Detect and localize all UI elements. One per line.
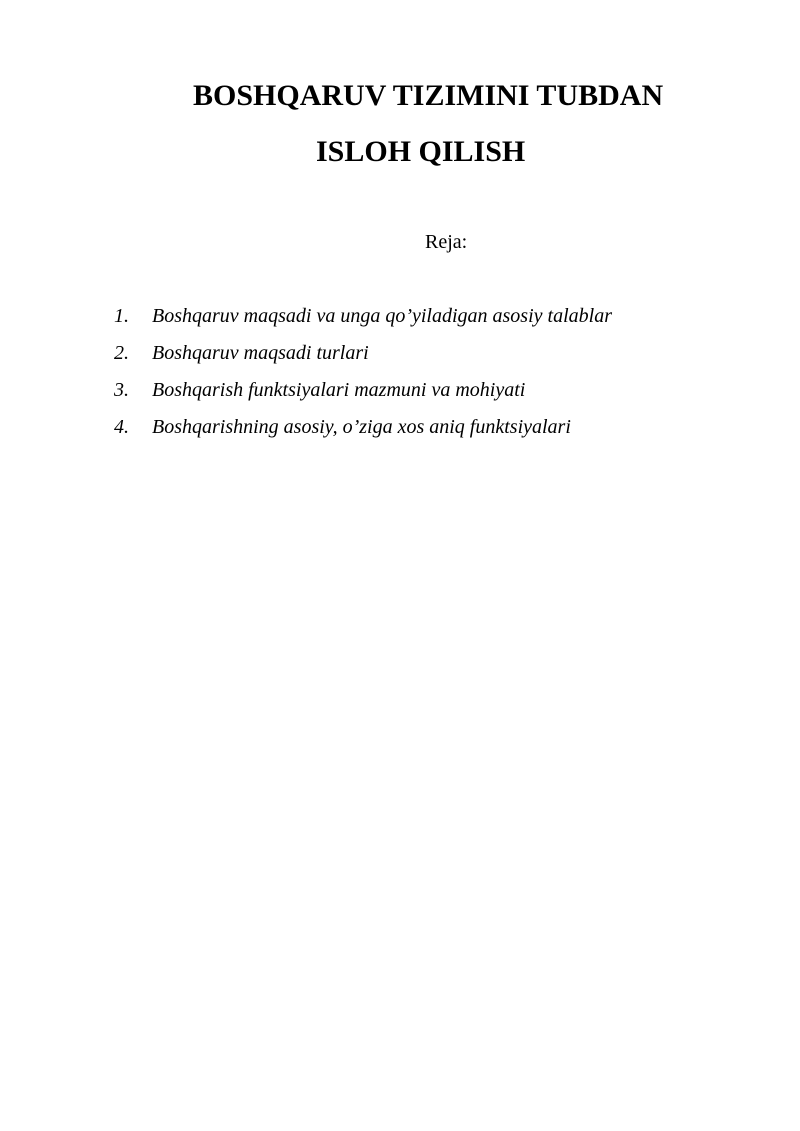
outline-item-number: 1. (114, 305, 129, 327)
outline-item-text: Boshqarish funktsiyalari mazmuni va mohiyati (152, 379, 526, 401)
outline-item-number: 2. (114, 342, 129, 364)
outline-item-number: 3. (114, 379, 129, 401)
document-title-line-2: ISLOH QILISH (316, 135, 526, 168)
outline-item-text: Boshqaruv maqsadi turlari (152, 342, 369, 364)
outline-item-text: Boshqarishning asosiy, o’ziga xos aniq funktsiyalari (152, 416, 571, 438)
plan-label: Reja: (425, 231, 468, 253)
outline-item-number: 4. (114, 416, 129, 438)
document-title-line-1: BOSHQARUV TIZIMINI TUBDAN (193, 79, 664, 112)
outline-item-text: Boshqaruv maqsadi va unga qo’yiladigan asosiy talablar (152, 305, 612, 327)
